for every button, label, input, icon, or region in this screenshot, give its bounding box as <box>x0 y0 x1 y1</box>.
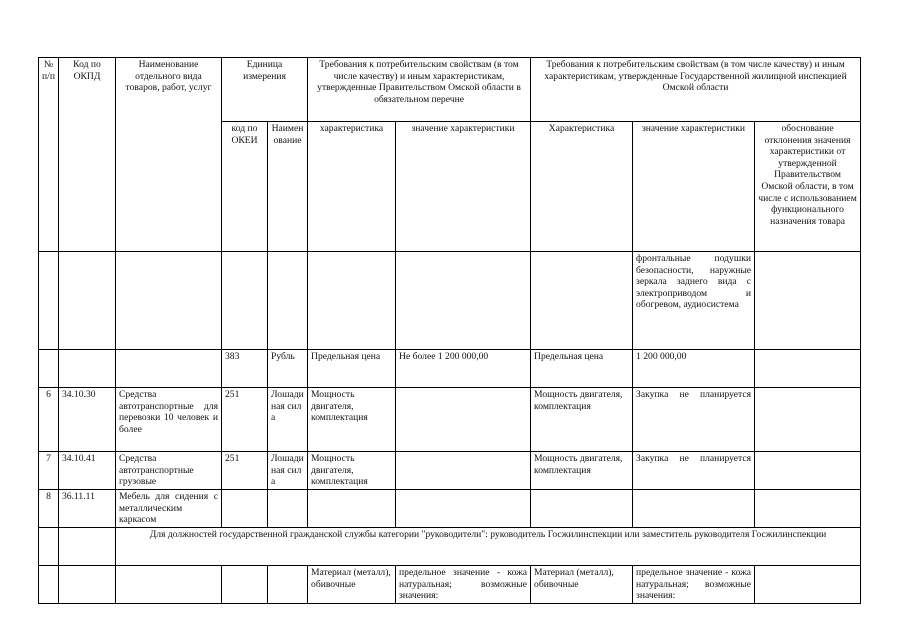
table-cell <box>222 252 268 350</box>
table-cell <box>633 490 755 528</box>
value-cell: Не более 1 200 000,00 <box>396 350 531 388</box>
num-cell: 8 <box>39 490 59 528</box>
char-cell: Предельная цена <box>308 350 396 388</box>
table-cell <box>531 490 633 528</box>
table-row-8 <box>39 490 861 528</box>
value2-cell: Закупка не планируется <box>633 388 755 452</box>
table-row-price <box>39 350 861 388</box>
table-cell <box>755 452 861 490</box>
table-cell <box>59 350 116 388</box>
name-cell: Мебель для сидения с металлическим каркасом <box>116 490 222 528</box>
header-okpd: Код по ОКПД <box>59 58 116 252</box>
table-cell <box>268 490 308 528</box>
char2-cell: Материал (металл), обивочные <box>531 566 633 604</box>
table-row-7 <box>39 452 861 490</box>
header-char2: Характеристика <box>531 122 633 252</box>
header-unit: Единица измерения <box>222 58 308 122</box>
table-cell <box>222 566 268 604</box>
table-cell <box>116 252 222 350</box>
value2-cell: 1 200 000,00 <box>633 350 755 388</box>
table-cell <box>396 252 531 350</box>
header-num: № п/п <box>39 58 59 252</box>
char2-cell: Предельная цена <box>531 350 633 388</box>
header-char: характеристика <box>308 122 396 252</box>
unit-cell: Лошадиная сила <box>268 452 308 490</box>
table-row-material <box>39 566 861 604</box>
table-cell <box>39 252 59 350</box>
value-cell <box>396 388 531 452</box>
table-cell <box>396 490 531 528</box>
table-cell <box>222 490 268 528</box>
table-cell <box>308 490 396 528</box>
table-cell <box>531 252 633 350</box>
table-cell <box>268 252 308 350</box>
header-unit-name: Наименование <box>268 122 308 252</box>
header-row-1 <box>39 58 861 122</box>
value-cell <box>396 452 531 490</box>
header-name: Наименование отдельного вида товаров, работ, услуг <box>116 58 222 252</box>
okei-cell: 383 <box>222 350 268 388</box>
char2-cell: Мощность двигателя, комплектация <box>531 452 633 490</box>
okpd-cell: 34.10.30 <box>59 388 116 452</box>
name-cell: Средства автотранспортные для перевозки 10 человек и более <box>116 388 222 452</box>
requirements-table <box>38 57 861 604</box>
okei-cell: 251 <box>222 452 268 490</box>
table-row-6 <box>39 388 861 452</box>
char-cell: Мощность двигателя, комплектация <box>308 452 396 490</box>
header-value2: значение характеристики <box>633 122 755 252</box>
name-cell: Средства автотранспортные грузовые <box>116 452 222 490</box>
table-cell <box>39 350 59 388</box>
okpd-cell: 34.10.41 <box>59 452 116 490</box>
header-deviation: обоснование отклонения значения характеристики от утвержденной Правительством Омской области, в том числе с использованием функционального назначения товара <box>755 122 861 252</box>
header-req-insp: Требования к потребительским свойствам (в том числе качеству) и иным характеристикам, утвержденные Государственной жилищной инспекцией Омской области <box>531 58 861 122</box>
char-cell: Материал (металл), обивочные <box>308 566 396 604</box>
value2-cell: Закупка не планируется <box>633 452 755 490</box>
num-cell: 6 <box>39 388 59 452</box>
table-row-continuation <box>39 252 861 350</box>
table-cell <box>755 388 861 452</box>
char2-cell: Мощность двигателя, комплектация <box>531 388 633 452</box>
header-req-gov: Требования к потребительским свойствам (в том числе качеству) и иным характеристикам, утвержденные Правительством Омской области в обязательном перечне <box>308 58 531 122</box>
table-cell <box>59 566 116 604</box>
table-cell <box>755 566 861 604</box>
value2-cell: фронтальные подушки безопасности, наружные зеркала заднего вида с электроприводом и обогревом, аудиосистема <box>633 252 755 350</box>
category-row <box>39 528 861 566</box>
header-okei-code: код по ОКЕИ <box>222 122 268 252</box>
unit-cell: Рубль <box>268 350 308 388</box>
value-cell: предельное значение - кожа натуральная; возможные значения: <box>396 566 531 604</box>
value2-cell: предельное значение - кожа натуральная; возможные значения: <box>633 566 755 604</box>
unit-cell: Лошадиная сила <box>268 388 308 452</box>
num-cell: 7 <box>39 452 59 490</box>
char-cell: Мощность двигателя, комплектация <box>308 388 396 452</box>
header-value: значение характеристики <box>396 122 531 252</box>
table-cell <box>59 252 116 350</box>
table-cell <box>308 252 396 350</box>
table-cell <box>116 350 222 388</box>
table-cell <box>755 490 861 528</box>
table-cell <box>39 566 59 604</box>
okei-cell: 251 <box>222 388 268 452</box>
okpd-cell: 36.11.11 <box>59 490 116 528</box>
table-cell <box>116 566 222 604</box>
table-cell <box>59 528 116 566</box>
table-cell <box>755 252 861 350</box>
table-cell <box>268 566 308 604</box>
category-cell: Для должностей государственной гражданской службы категории "руководители": руководитель Госжилинспекции или заместитель руководителя Госжилинспекции <box>116 528 861 566</box>
table-cell <box>755 350 861 388</box>
table-cell <box>39 528 59 566</box>
